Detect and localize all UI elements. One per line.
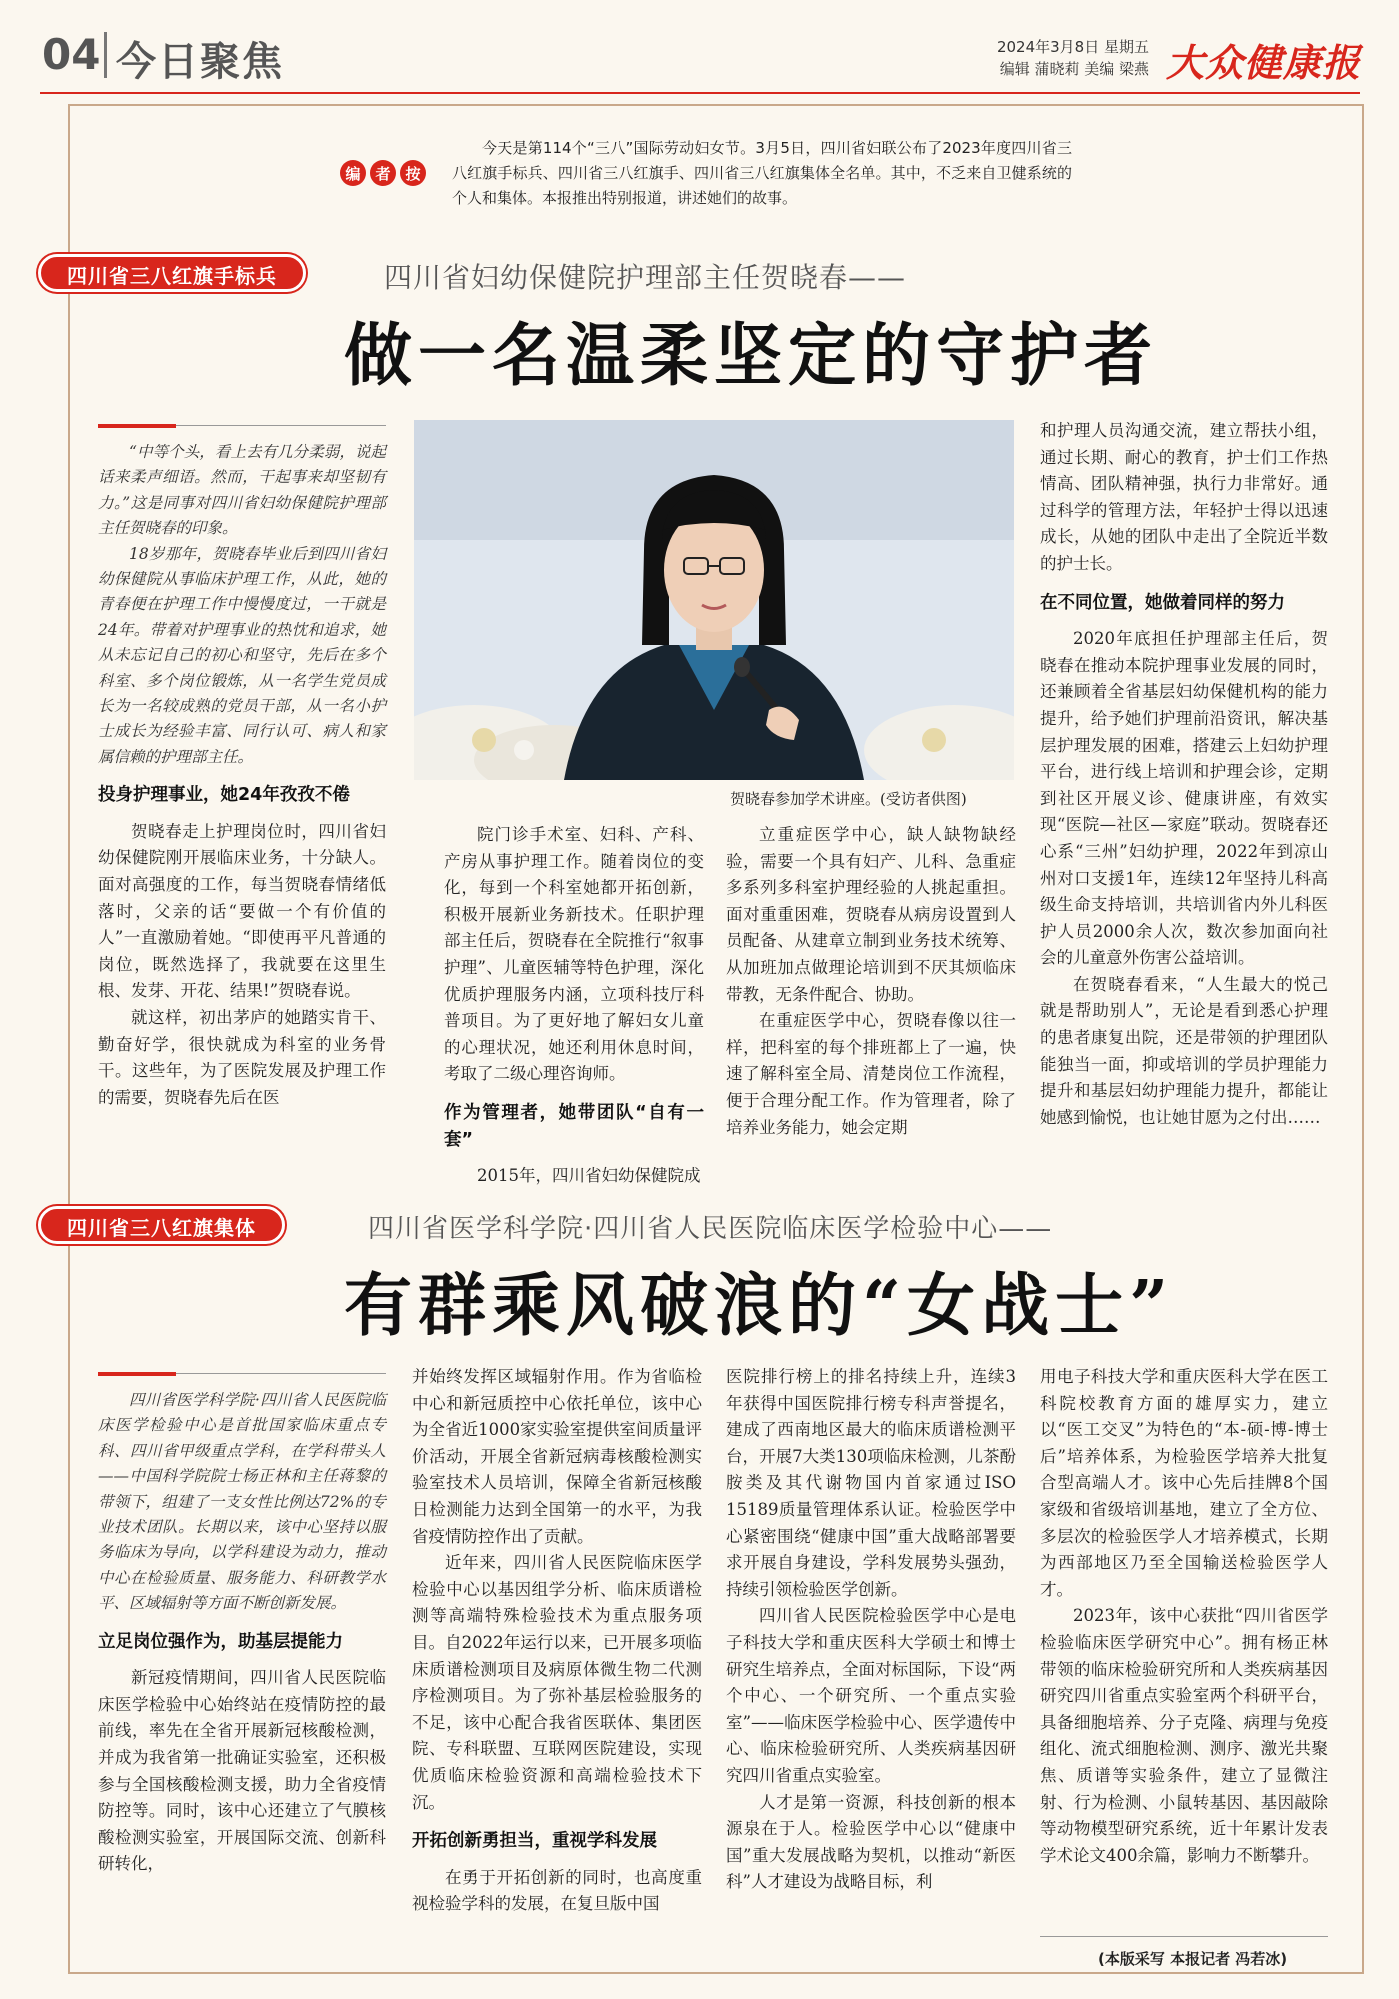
- article2-tag: 四川省三八红旗集体: [38, 1206, 285, 1244]
- paragraph: 近年来，四川省人民医院临床医学检验中心以基因组学分析、临床质谱检测等高端特殊检验技术为重点服务项目。自2022年运行以来，已开展多项临床质谱检测项目及病原体微生物二代测序检测项目。为了弥补基层检验服务的不足，该中心配合我省医联体、集团医院、专科联盟、互联网医院建设，实现优质临床检验资源和高端检验技术下沉。: [412, 1553, 702, 1812]
- section-title: 今日聚焦: [116, 39, 284, 85]
- article1-heading-3: 在不同位置，她做着同样的努力: [1040, 592, 1285, 613]
- issue-date: 2024年3月8日 星期五: [996, 38, 1149, 56]
- article1-subtitle: 四川省妇幼保健院护理部主任贺晓春——: [384, 261, 907, 294]
- article1-heading-2: 作为管理者，她带团队“自有一套”: [444, 1102, 704, 1150]
- paragraph: 院门诊手术室、妇科、产科、产房从事护理工作。随着岗位的变化，每到一个科室她都开拓创新，积极开展新业务新技术。任职护理部主任后，贺晓春在全院推行“叙事护理”、儿童医辅等特色护理，深化优质护理服务内涵，立项科技厅科普项目。为了更好地了解妇女儿童的心理状况，她还利用休息时间，考取了二级心理咨询师。: [444, 825, 704, 1084]
- article1-headline: 做一名温柔坚定的守护者: [344, 316, 1159, 396]
- article1-tag: 四川省三八红旗手标兵: [38, 254, 306, 292]
- paragraph: 用电子科技大学和重庆医科大学在医工科院校教育方面的雄厚实力，建立以“医工交叉”为特色的“本-硕-博-博士后”培养体系，为检验医学培养大批复合型高端人才。该中心先后挂牌8个国家级和省级培训基地，建立了全方位、多层次的检验医学人才培养模式，长期为西部地区乃至全国输送检验医学人才。: [1040, 1367, 1328, 1599]
- article2-heading-1: 立足岗位强作为，助基层提能力: [98, 1631, 343, 1652]
- paragraph: 立重症医学中心，缺人缺物缺经验，需要一个具有妇产、儿科、急重症多系列多科室护理经验的人挑起重担。面对重重困难，贺晓春从病房设置到人员配备、从建章立制到业务技术统筹、从加班加点做理论培训到不厌其烦临床带教，无条件配合、协助。: [726, 825, 1016, 1004]
- article2-headline: 有群乘风破浪的“女战士”: [344, 1266, 1175, 1346]
- article1-photo: [414, 420, 1014, 780]
- editor-note-badge: [340, 160, 426, 186]
- paragraph: “中等个头，看上去有几分柔弱，说起话来柔声细语。然而，干起事来却坚韧有力。”这是同事对四川省妇幼保健院护理部主任贺晓春的印象。: [98, 443, 386, 538]
- editor-note-text: 今天是第114个“三八”国际劳动妇女节。3月5日，四川省妇联公布了2023年度四川省三八红旗手标兵、四川省三八红旗手、四川省三八红旗集体全名单。其中，不乏来自卫健系统的个人和集体。本报推出特别报道，讲述她们的故事。: [452, 139, 1072, 207]
- article1-column-4: [1040, 418, 1328, 1131]
- paragraph: 在勇于开拓创新的同时，也高度重视检验学科的发展，在复旦版中国: [412, 1867, 702, 1914]
- paragraph: 医院排行榜上的排名持续上升，连续3年获得中国医院排行榜专科声誉提名，建成了西南地区最大的临床质谱检测平台，开展7大类130项临床检测，儿茶酚胺类及其代谢物国内首家通过ISO 15189质量管理体系认证。检验医学中心紧密围绕“健康中国”重大战略部署要求开展自身建设，学科发展势头强劲，持续引领检验医学创新。: [726, 1367, 1016, 1599]
- credit-rule: [1040, 1936, 1328, 1937]
- article1-photo-caption: 贺晓春参加学术讲座。(受访者供图): [730, 790, 967, 808]
- newspaper-masthead-logo: 大众健康报: [1165, 40, 1361, 85]
- paragraph: 四川省医学科学院·四川省人民医院临床医学检验中心是首批国家临床重点专科、四川省甲级重点学科，在学科带头人——中国科学院院士杨正林和主任蒋黎的带领下，组建了一支女性比例达72%的专业技术团队。长期以来，该中心坚持以服务临床为导向，以学科建设为动力，推动中心在检验质量、服务能力、科研教学水平、区域辐射等方面不断创新发展。: [98, 1391, 386, 1613]
- paragraph: 新冠疫情期间，四川省人民医院临床医学检验中心始终站在疫情防控的最前线，率先在全省开展新冠核酸检测，并成为我省第一批确证实验室，还积极参与全国核酸检测支援，助力全省疫情防控等。同时，该中心还建立了气膜核酸检测实验室，开展国际交流、创新科研转化，: [98, 1668, 386, 1874]
- paragraph: 2023年，该中心获批“四川省医学检验临床医学研究中心”。拥有杨正林带领的临床检验研究所和人类疾病基因研究四川省重点实验室两个科研平台，具备细胞培养、分子克隆、病理与免疫组化、流式细胞检测、测序、激光共聚焦、质谱等实验条件，建立了显微注射、行为检测、小鼠转基因、基因敲除等动物模型研究系统，近十年累计发表学术论文400余篇，影响力不断攀升。: [1040, 1606, 1328, 1865]
- article2-subtitle: 四川省医学科学院·四川省人民医院临床医学检验中心——: [368, 1214, 1053, 1244]
- article2-column-4: [1040, 1364, 1328, 1869]
- article2-heading-2: 开拓创新勇担当，重视学科发展: [412, 1831, 657, 1852]
- paragraph: 和护理人员沟通交流，建立帮扶小组，通过长期、耐心的教育，护士们工作热情高、团队精神强，执行力非常好。通过科学的管理方法，年轻护士得以迅速成长，从她的团队中走出了全院近半数的护士长。: [1040, 421, 1328, 573]
- article2-column-3: [726, 1364, 1016, 1896]
- article1-lead: [98, 440, 386, 770]
- editor-credits: 编辑 蒲晓莉 美编 梁燕: [999, 60, 1149, 78]
- speaker-photo-illustration: [414, 420, 1014, 780]
- paragraph: 就这样，初出茅庐的她踏实肯干、勤奋好学，很快就成为科室的业务骨干。这些年，为了医院发展及护理工作的需要，贺晓春先后在医: [98, 1008, 386, 1107]
- page-header: [0, 0, 1399, 104]
- paragraph: 人才是第一资源，科技创新的根本源泉在于人。检验医学中心以“健康中国”重大发展战略为契机，以推动“新医科”人才建设为战略目标，利: [726, 1792, 1016, 1892]
- article1-column-2: [444, 822, 704, 1190]
- badge-char: 按: [400, 160, 426, 186]
- paragraph: 并始终发挥区域辐射作用。作为省临检中心和新冠质控中心依托单位，该中心为全省近1000家实验室提供室间质量评价活动，开展全省新冠病毒核酸检测实验室技术人员培训，保障全省新冠核酸日检测能力达到全国第一的水平，为我省疫情防控作出了贡献。: [412, 1367, 702, 1546]
- paragraph: 2020年底担任护理部主任后，贺晓春在推动本院护理事业发展的同时，还兼顾着全省基层妇幼保健机构的能力提升，给予她们护理前沿资讯，解决基层护理发展的困难，搭建云上妇幼护理平台，进行线上培训和护理会诊，定期到社区开展义诊、健康讲座，有效实现“医院—社区—家庭”联动。贺晓春还心系“三州”妇幼护理，2022年到凉山州对口支援1年，连续12年坚持儿科高级生命支持培训，共培训省内外儿科医护人员2000余人次，数次参加面向社会的儿童意外伤害公益培训。: [1040, 629, 1328, 968]
- article2-column-1: [98, 1388, 386, 1878]
- article1-lead-rule: [176, 425, 386, 426]
- article1-column-1: [98, 440, 386, 1111]
- paragraph: 在贺晓春看来，“人生最大的悦己就是帮助别人”，无论是看到悉心护理的患者康复出院，还是带领的护理团队能独当一面，抑或培训的学员护理能力提升和基层妇幼护理能力提升，都能让她感到愉悦，也让她甘愿为之付出……: [1040, 974, 1328, 1127]
- header-rule: [40, 92, 1360, 94]
- article2-lead-bar: [98, 1372, 176, 1376]
- paragraph: 在重症医学中心，贺晓春像以往一样，把科室的每个排班都上了一遍，快速了解科室全局、清楚岗位工作流程，便于合理分配工作。作为管理者，除了培养业务能力，她会定期: [726, 1011, 1016, 1137]
- badge-char: 者: [370, 160, 396, 186]
- article2-lead: [98, 1388, 386, 1617]
- article1-lead-bar: [98, 424, 176, 428]
- article1-heading-1: 投身护理事业，她24年孜孜不倦: [98, 785, 350, 806]
- article2-lead-rule: [176, 1373, 386, 1374]
- article1-column-3: [726, 822, 1016, 1141]
- paragraph: 贺晓春走上护理岗位时，四川省妇幼保健院刚开展临床业务，十分缺人。面对高强度的工作，每当贺晓春情绪低落时，父亲的话“要做一个有价值的人”一直激励着她。“即使再平凡普通的岗位，既然选择了，我就要在这里生根、发芽、开花、结果!”贺晓春说。: [98, 821, 386, 1001]
- page-number: 04: [42, 30, 101, 79]
- paragraph: 18岁那年，贺晓春毕业后到四川省妇幼保健院从事临床护理工作，从此，她的青春便在护理工作中慢慢度过，一干就是24年。带着对护理事业的热忱和追求，她从未忘记自己的初心和坚守，先后在多个科室、多个岗位锻炼，从一名学生党员成长为一名较成熟的党员干部，从一名小护士成长为经验丰富、同行认可、病人和家属信赖的护理部主任。: [98, 544, 386, 766]
- badge-char: 编: [340, 160, 366, 186]
- header-divider: [104, 32, 107, 78]
- paragraph: 2015年，四川省妇幼保健院成: [477, 1166, 701, 1186]
- article2-credit: (本版采写 本报记者 冯若冰): [1098, 1950, 1288, 1968]
- article2-column-2: [412, 1364, 702, 1918]
- paragraph: 四川省人民医院检验医学中心是电子科技大学和重庆医科大学硕士和博士研究生培养点，全面对标国际，下设“两个中心、一个研究所、一个重点实验室”——临床医学检验中心、医学遗传中心、临床检验研究所、人类疾病基因研究四川省重点实验室。: [726, 1606, 1016, 1785]
